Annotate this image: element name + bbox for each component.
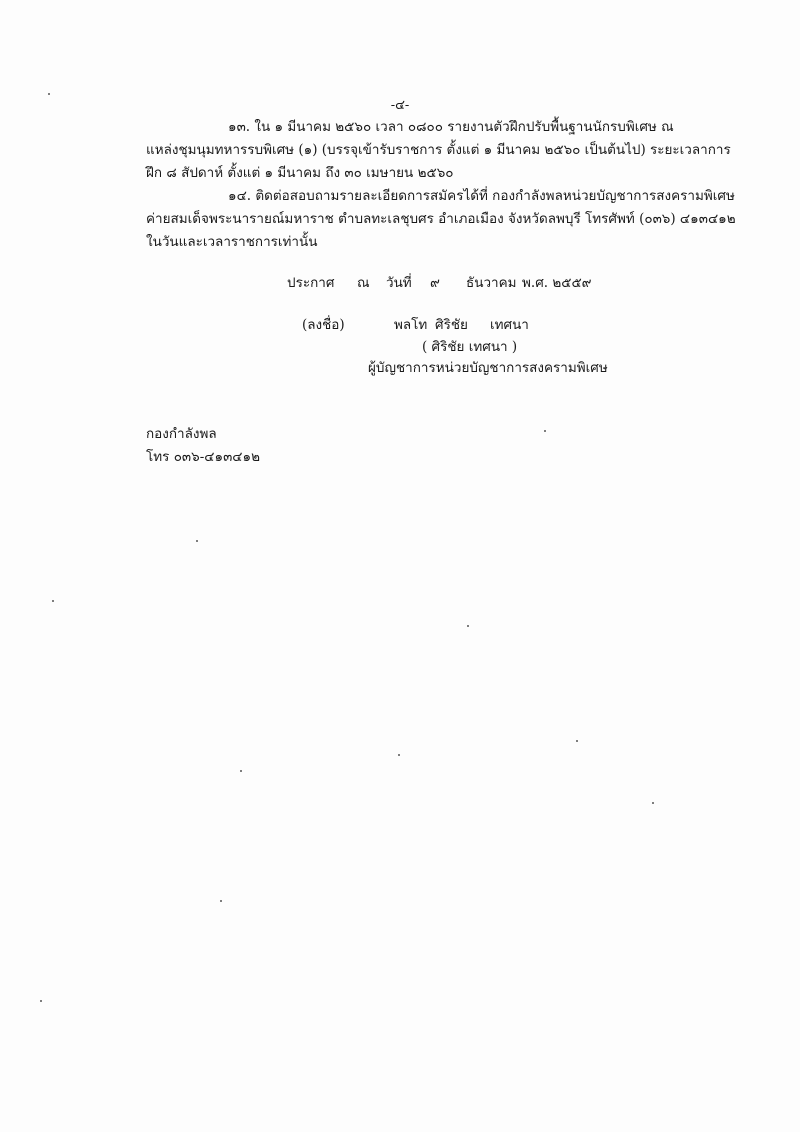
signed-label: (ลงชื่อ) bbox=[302, 317, 345, 333]
signer-position: ผู้บัญชาการหน่วยบัญชาการสงครามพิเศษ bbox=[368, 360, 608, 376]
item13-line-2: แหล่งชุมนุมทหารรบพิเศษ (๑) (บรรจุเข้ารับราชการ ตั้งแต่ ๑ มีนาคม ๒๕๖๐ เป็นต้นไป) ระยะเวลาการ bbox=[146, 142, 731, 158]
item14-line-1: ๑๔. ติดต่อสอบถามรายละเอียดการสมัครได้ที่ กองกำลังพลหน่วยบัญชาการสงครามพิเศษ bbox=[228, 188, 735, 204]
scan-speck bbox=[240, 770, 242, 772]
scan-speck bbox=[52, 600, 54, 602]
signer-last-name: เทศนา bbox=[490, 317, 529, 333]
item13-line-1: ๑๓. ใน ๑ มีนาคม ๒๕๖๐ เวลา ๐๘๐๐ รายงานตัวฝึกปรับพื้นฐานนักรบพิเศษ ณ bbox=[228, 119, 674, 135]
item14-line-3: ในวันและเวลาราชการเท่านั้น bbox=[146, 234, 318, 250]
item14-line-2: ค่ายสมเด็จพระนารายณ์มหาราช ตำบลทะเลชุบศร อำเภอเมือง จังหวัดลพบุรี โทรศัพท์ (๐๓๖) ๔๑๓๔๑๒ bbox=[146, 211, 736, 227]
signer-printed-name: ( ศิริชัย เทศนา ) bbox=[422, 339, 518, 355]
announcement-day-label: วันที่ bbox=[386, 275, 412, 291]
announcement-label: ประกาศ bbox=[287, 275, 335, 291]
item13-line-3: ฝึก ๘ สัปดาห์ ตั้งแต่ ๑ มีนาคม ถึง ๓๐ เมษายน ๒๕๖๐ bbox=[146, 165, 454, 181]
scan-speck bbox=[467, 625, 469, 627]
signer-rank: พลโท bbox=[394, 317, 428, 333]
scan-speck bbox=[40, 1000, 42, 1002]
scan-speck bbox=[48, 93, 50, 95]
footer-phone: โทร ๐๓๖-๔๑๓๔๑๒ bbox=[146, 449, 260, 465]
scan-speck bbox=[220, 900, 222, 902]
signer-first-name: ศิริชัย bbox=[435, 317, 468, 333]
announcement-at: ณ bbox=[357, 275, 370, 291]
scan-speck bbox=[544, 430, 546, 432]
footer-office: กองกำลังพล bbox=[146, 426, 217, 442]
announcement-month: ธันวาคม bbox=[466, 275, 517, 291]
announcement-year: พ.ศ. ๒๕๕๙ bbox=[522, 275, 592, 291]
scan-speck bbox=[576, 740, 578, 742]
scan-speck bbox=[652, 802, 654, 804]
announcement-day: ๙ bbox=[430, 275, 440, 291]
page-number: -๔- bbox=[390, 98, 410, 113]
scan-speck bbox=[196, 540, 198, 542]
scan-speck bbox=[398, 754, 400, 756]
